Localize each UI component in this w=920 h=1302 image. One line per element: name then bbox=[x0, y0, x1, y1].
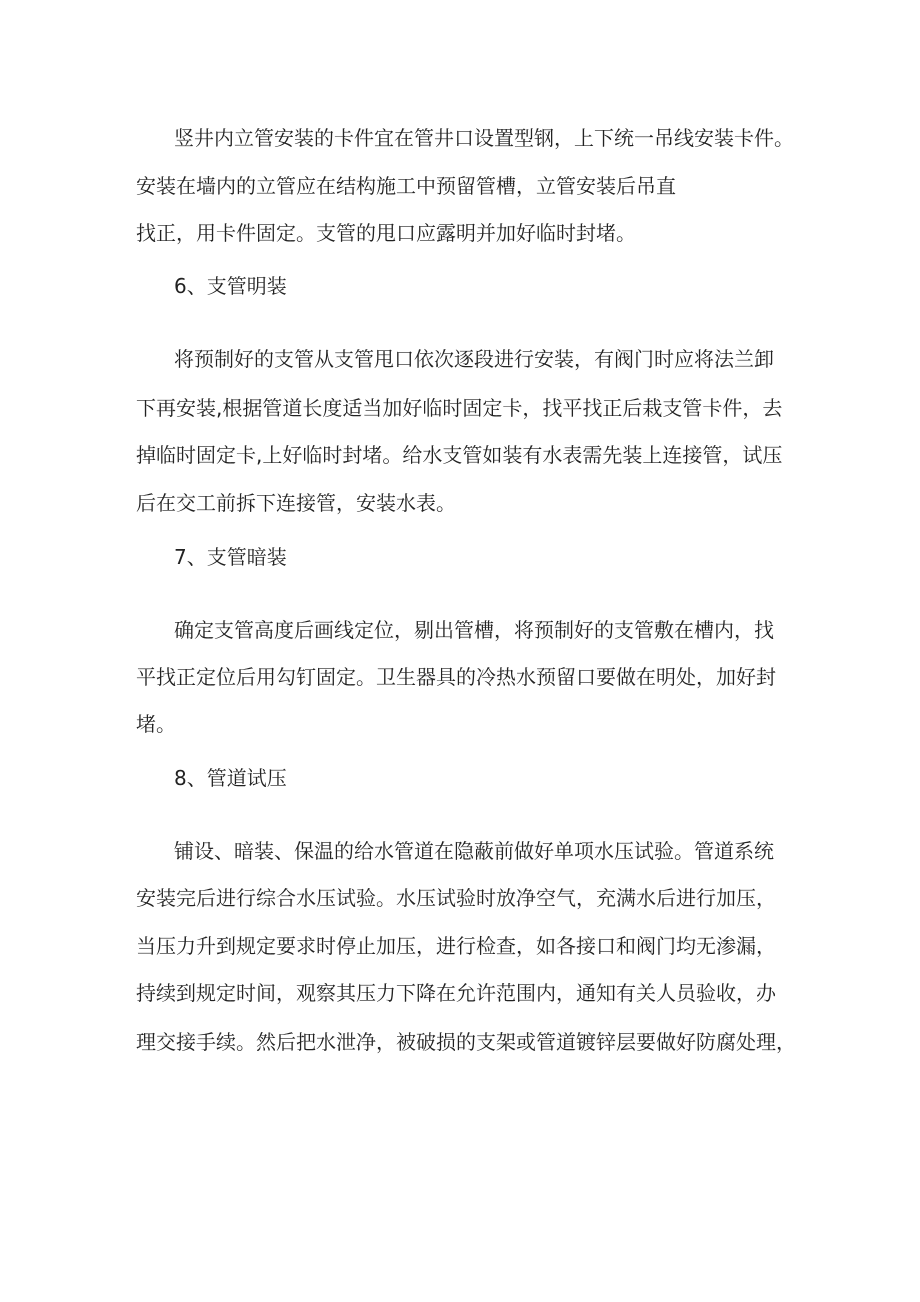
section-heading-6: 6、支管明装 bbox=[174, 274, 287, 298]
paragraph-2-line-3: 掉临时固定卡,上好临时封堵。给水支管如装有水表需先装上连接管，试压 bbox=[136, 443, 783, 467]
paragraph-2-line-2: 下再安装,根据管道长度适当加好临时固定卡，找平找正后栽支管卡件，去 bbox=[136, 396, 783, 420]
paragraph-1-line-3: 找正，用卡件固定。支管的甩口应露明并加好临时封堵。 bbox=[136, 221, 636, 245]
section-heading-8: 8、管道试压 bbox=[174, 766, 287, 790]
paragraph-1-line-1: 竖井内立管安装的卡件宜在管井口设置型钢，上下统一吊线安装卡件。 bbox=[174, 126, 794, 150]
paragraph-2-line-4: 后在交工前拆下连接管，安装水表。 bbox=[136, 491, 456, 515]
paragraph-4-line-3: 当压力升到规定要求时停止加压，进行检查，如各接口和阀门均无渗漏， bbox=[136, 934, 776, 958]
paragraph-4-line-1: 铺设、暗装、保温的给水管道在隐蔽前做好单项水压试验。管道系统 bbox=[174, 839, 774, 863]
paragraph-4-line-4: 持续到规定时间，观察其压力下降在允许范围内，通知有关人员验收，办 bbox=[136, 981, 776, 1005]
paragraph-4-line-5: 理交接手续。然后把水泄净，被破损的支架或管道镀锌层要做好防腐处理， bbox=[136, 1030, 796, 1054]
paragraph-2-line-1: 将预制好的支管从支管甩口依次逐段进行安装，有阀门时应将法兰卸 bbox=[174, 347, 774, 371]
paragraph-3-line-2: 平找正定位后用勾钉固定。卫生器具的冷热水预留口要做在明处，加好封 bbox=[136, 665, 776, 689]
paragraph-1-line-2: 安装在墙内的立管应在结构施工中预留管槽，立管安装后吊直 bbox=[136, 174, 676, 198]
paragraph-4-line-2: 安装完后进行综合水压试验。水压试验时放净空气，充满水后进行加压， bbox=[136, 886, 776, 910]
paragraph-3-line-1: 确定支管高度后画线定位，剔出管槽，将预制好的支管敷在槽内，找 bbox=[174, 618, 774, 642]
paragraph-3-line-3: 堵。 bbox=[136, 712, 176, 736]
section-heading-7: 7、支管暗装 bbox=[174, 545, 287, 569]
